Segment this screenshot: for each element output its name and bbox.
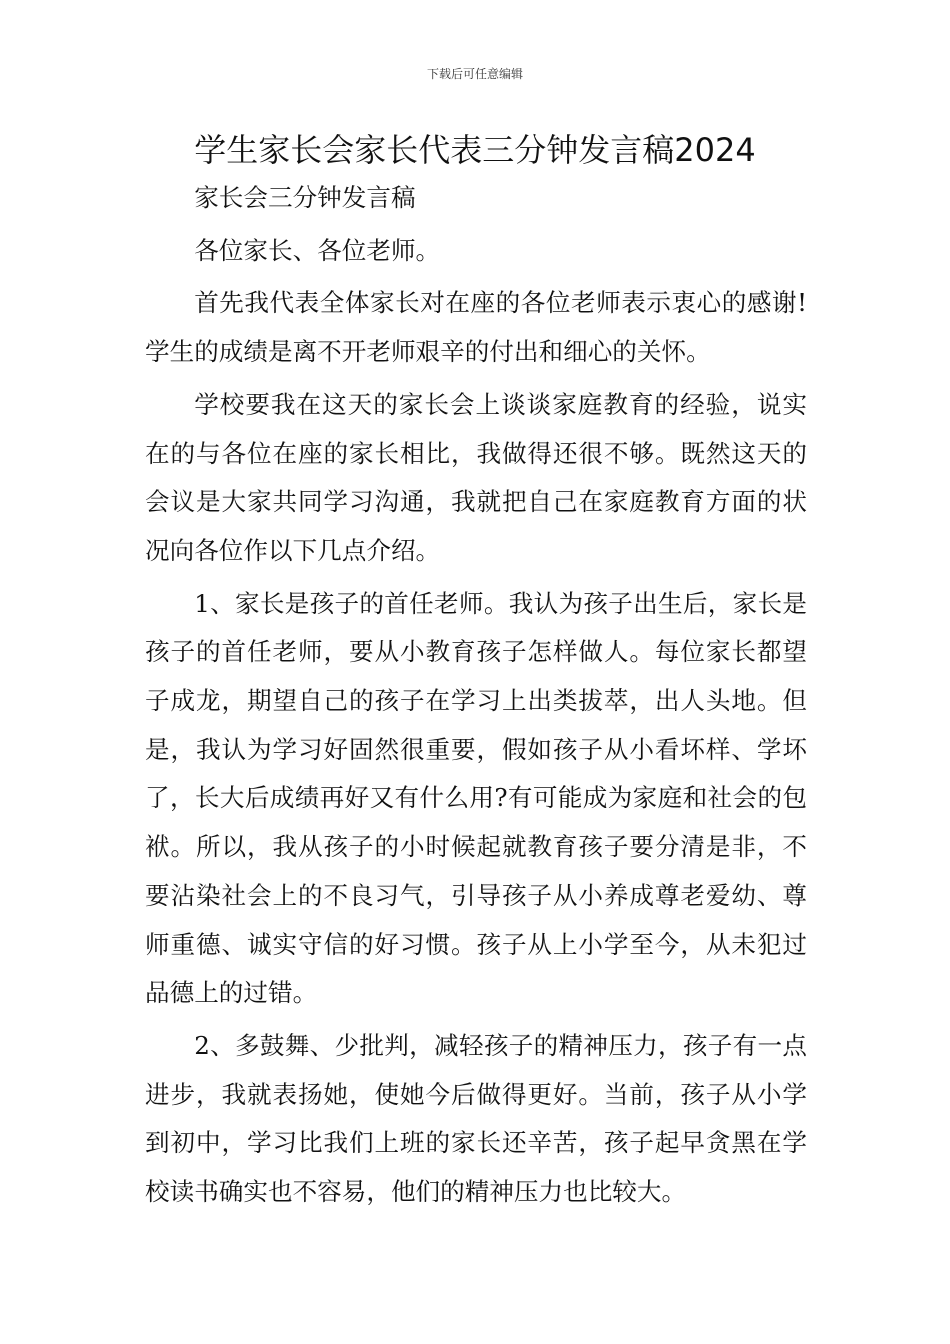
header-note: 下载后可任意编辑: [426, 67, 523, 81]
paragraph-intro: 学校要我在这天的家长会上谈谈家庭教育的经验，说实在的与各位在座的家长相比，我做得还很不够。既然这天的会议是大家共同学习沟通，我就把自己在家庭教育方面的状况向各位作以下几点介绍。: [145, 389, 807, 565]
paragraph-point-2: 2、多鼓舞、少批判，减轻孩子的精神压力，孩子有一点进步，我就表扬她，使她今后做得更好。当前，孩子从小学到初中，学习比我们上班的家长还辛苦，孩子起早贪黑在学校读书确实也不容易，他们的精神压力也比较大。: [145, 1030, 807, 1207]
paragraph-point-1: 1、家长是孩子的首任老师。我认为孩子出生后，家长是孩子的首任老师，要从小教育孩子怎样做人。每位家长都望子成龙，期望自己的孩子在学习上出类拔萃，出人头地。但是，我认为学习好固然很重要，假如孩子从小看坏样、学坏了，长大后成绩再好又有什么用?有可能成为家庭和社会的包袱。所以，我从孩子的小时候起就教育孩子要分清是非，不要沾染社会上的不良习气，引导孩子从小养成尊老爱幼、尊师重德、诚实守信的好习惯。孩子从上小学至今，从未犯过品德上的过错。: [145, 588, 807, 1008]
paragraph-thanks: 首先我代表全体家长对在座的各位老师表示衷心的感谢!学生的成绩是离不开老师艰辛的付出和细心的关怀。: [145, 288, 807, 367]
document-body: [145, 174, 807, 1221]
document-title: 学生家长会家长代表三分钟发言稿2024: [194, 131, 756, 169]
paragraph-subtitle: 家长会三分钟发言稿: [194, 183, 416, 212]
paragraph-greeting: 各位家长、各位老师。: [194, 235, 441, 265]
